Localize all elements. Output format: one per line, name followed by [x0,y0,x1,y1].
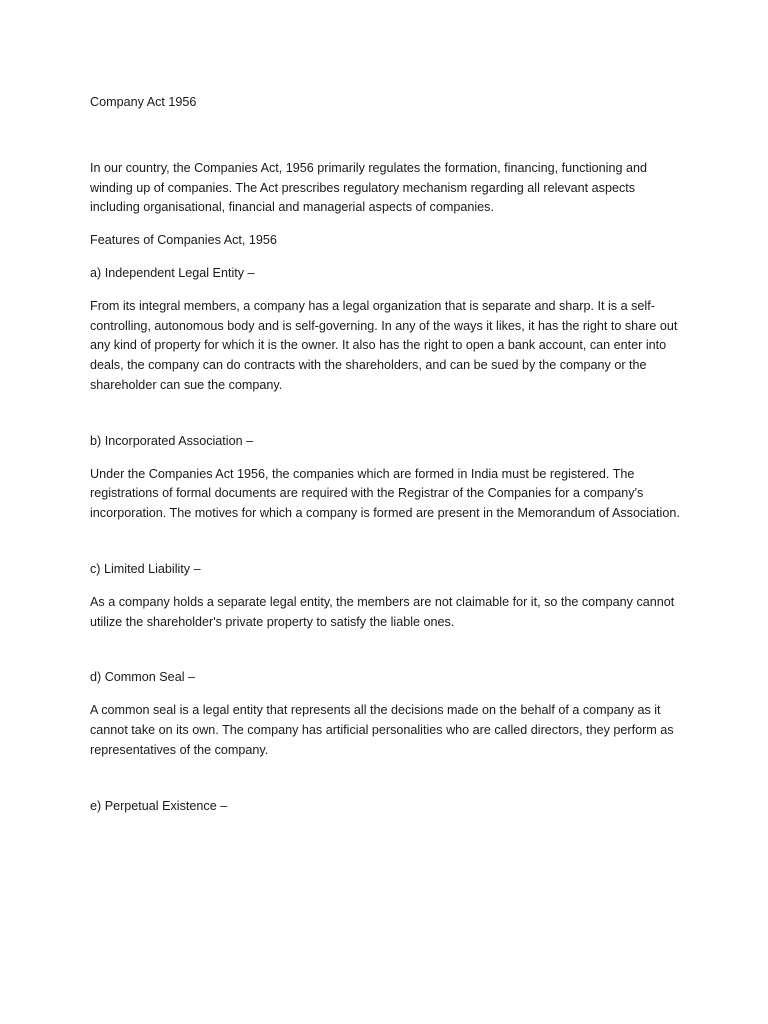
section-body-independent-legal-entity: From its integral members, a company has a legal organization that is separate and sharp. It is a self-controlling, autonomous body and is self-governing. In any of the ways it likes, it has the right to share out any kind of property for which it is the owner. It also has the right to open a bank account, can enter into deals, the company can do contracts with the shareholders, and can be sued by the company or the shareholder can sue the company. [90,298,678,392]
section-heading-common-seal: d) Common Seal – [90,670,195,685]
features-heading: Features of Companies Act, 1956 [90,233,277,248]
section-heading-limited-liability: c) Limited Liability – [90,561,201,576]
section-body-incorporated-association: Under the Companies Act 1956, the companies which are formed in India must be registered. The registrations of formal documents are required with the Registrar of the Companies for a company's incorporation. The motives for which a company is formed are present in the Memorandum of Association. [90,466,680,521]
document-content [90,93,680,829]
section-heading-perpetual-existence: e) Perpetual Existence – [90,798,228,813]
section-heading-incorporated-association: b) Incorporated Association – [90,433,254,448]
section-heading-independent-legal-entity: a) Independent Legal Entity – [90,265,255,280]
intro-paragraph: In our country, the Companies Act, 1956 primarily regulates the formation, financing, functioning and winding up of companies. The Act prescribes regulatory mechanism regarding all relevant aspects including organisational, financial and managerial aspects of companies. [90,160,648,215]
section-body-common-seal: A common seal is a legal entity that represents all the decisions made on the behalf of a company as it cannot take on its own. The company has artificial personalities who are called directors, they perform as representatives of the company. [90,703,674,757]
document-title: Company Act 1956 [90,95,197,109]
section-body-limited-liability: As a company holds a separate legal entity, the members are not claimable for it, so the company cannot utilize the shareholder's private property to satisfy the liable ones. [90,594,675,629]
